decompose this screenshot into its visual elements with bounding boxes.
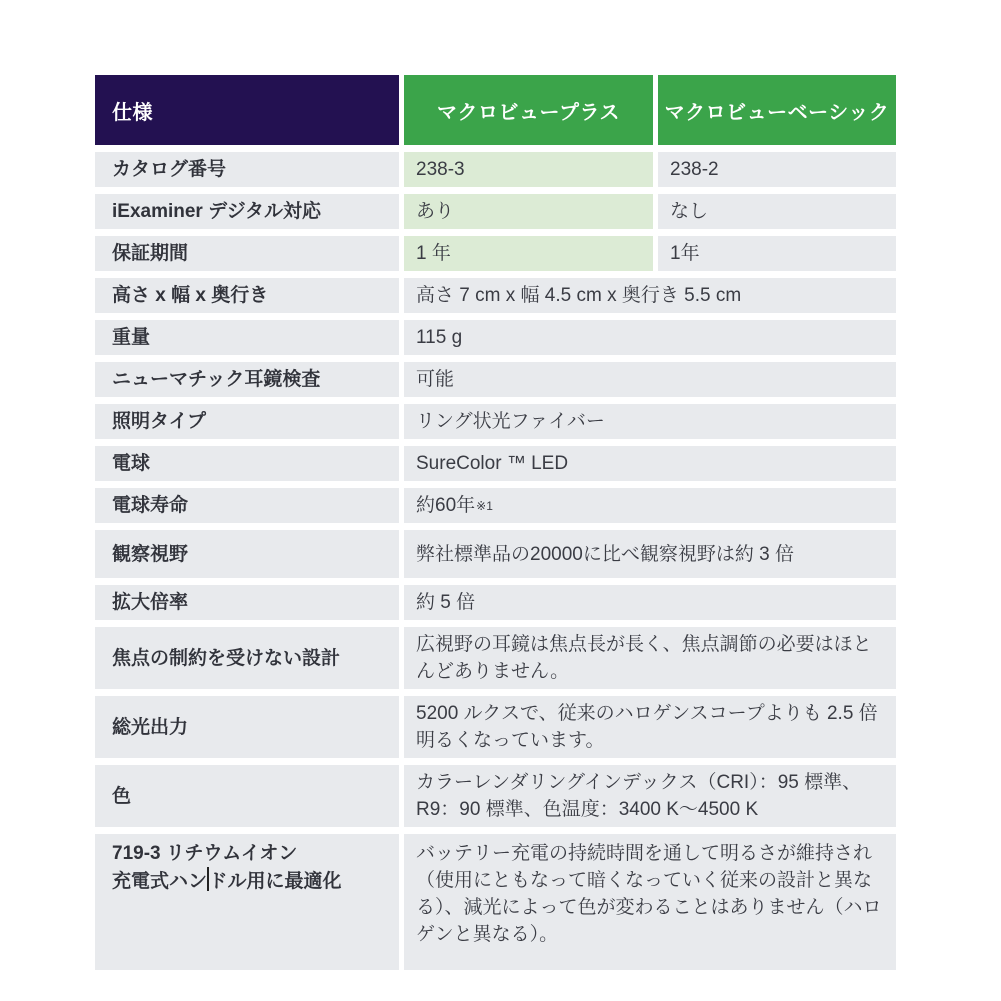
cell-catalog-number-basic: 238-2 <box>658 152 896 187</box>
cell-light-output: 5200 ルクスで、従来のハロゲンスコープよりも 2.5 倍明るくなっています。 <box>404 696 896 758</box>
header-product-plus: マクロビュープラス <box>404 75 653 145</box>
row-label-field-of-view: 観察視野 <box>95 530 399 578</box>
row-label-weight: 重量 <box>95 320 399 355</box>
row-label-color: 色 <box>95 765 399 827</box>
cell-focus-free-design: 広視野の耳鏡は焦点長が長く、焦点調節の必要はほとんどありません。 <box>404 627 896 689</box>
row-label-warranty: 保証期間 <box>95 236 399 271</box>
lithium-handle-label-line2a: 充電式ハン <box>112 871 208 892</box>
row-label-magnification: 拡大倍率 <box>95 585 399 620</box>
cell-lamp: SureColor ™ LED <box>404 446 896 481</box>
row-label-lithium-handle <box>95 834 399 970</box>
cell-magnification: 約 5 倍 <box>404 585 896 620</box>
lithium-handle-label-line1: 719-3 リチウムイオン <box>112 843 298 864</box>
cell-color: カラーレンダリングインデックス（CRI）：95 標準、R9：90 標準、色温度：3400 K〜4500 K <box>404 765 896 827</box>
row-label-illumination-type: 照明タイプ <box>95 404 399 439</box>
cell-iexaminer-plus: あり <box>404 194 653 229</box>
cell-lithium-handle: バッテリー充電の持続時間を通して明るさが維持され（使用にともなって暗くなっていく従来の設計と異なる）、減光によって色が変わることはありません（ハロゲンと異なる）。 <box>404 834 896 970</box>
cell-pneumatic-otoscopy: 可能 <box>404 362 896 397</box>
row-label-catalog-number: カタログ番号 <box>95 152 399 187</box>
row-label-focus-free-design: 焦点の制約を受けない設計 <box>95 627 399 689</box>
cell-warranty-plus: 1 年 <box>404 236 653 271</box>
lamp-life-value: 約60年 <box>416 495 476 516</box>
cell-dimensions: 高さ 7 cm x 幅 4.5 cm x 奥行き 5.5 cm <box>404 278 896 313</box>
header-product-basic: マクロビューベーシック <box>658 75 896 145</box>
cell-lamp-life: 約60年 ※1 <box>404 488 896 523</box>
row-label-light-output: 総光出力 <box>95 696 399 758</box>
cell-weight: 115 g <box>404 320 896 355</box>
lithium-handle-label-line2b: ドル用に最適化 <box>208 871 342 892</box>
header-spec: 仕様 <box>95 75 399 145</box>
cell-iexaminer-basic: なし <box>658 194 896 229</box>
cell-field-of-view: 弊社標準品の20000に比べ観察視野は約 3 倍 <box>404 530 896 578</box>
cell-illumination-type: リング状光ファイバー <box>404 404 896 439</box>
cell-warranty-basic: 1年 <box>658 236 896 271</box>
row-label-iexaminer: iExaminer デジタル対応 <box>95 194 399 229</box>
lithium-handle-label <box>112 840 342 895</box>
row-label-lamp: 電球 <box>95 446 399 481</box>
row-label-dimensions: 高さ x 幅 x 奥行き <box>95 278 399 313</box>
row-label-lamp-life: 電球寿命 <box>95 488 399 523</box>
cell-catalog-number-plus: 238-3 <box>404 152 653 187</box>
row-label-pneumatic-otoscopy: ニューマチック耳鏡検査 <box>95 362 399 397</box>
spec-comparison-table <box>95 75 896 970</box>
